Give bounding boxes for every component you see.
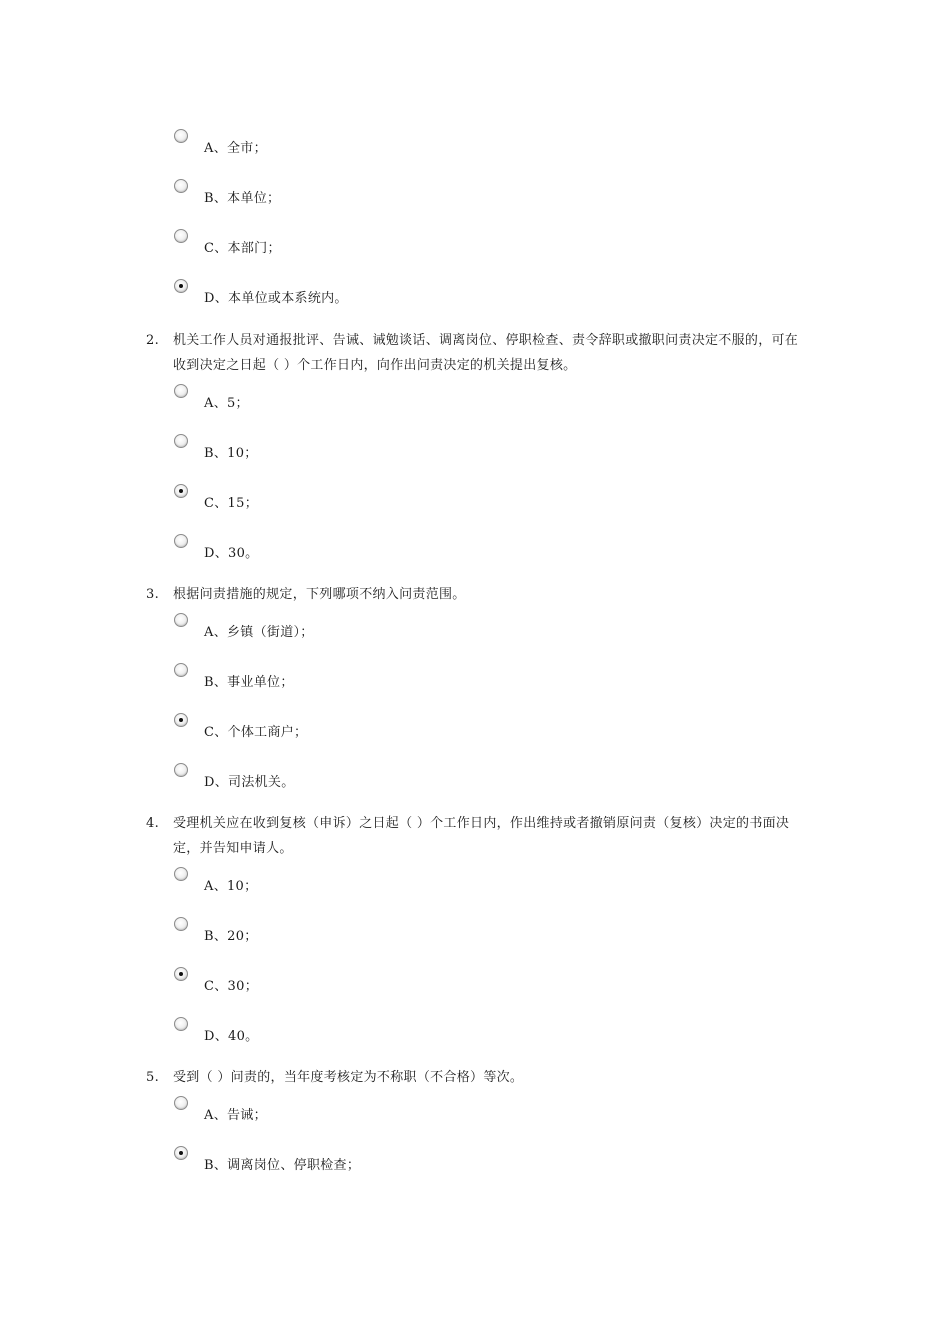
option-2-d[interactable] [173, 534, 806, 584]
question-2 [146, 328, 806, 584]
question-text [146, 582, 806, 607]
option-1-d[interactable] [173, 279, 806, 329]
radio-unchecked-icon[interactable] [174, 179, 188, 193]
option-5-a[interactable] [173, 1096, 806, 1146]
option-label: D、30。 [204, 546, 259, 561]
option-label: A、告诫； [204, 1108, 267, 1123]
option-5-b[interactable] [173, 1146, 806, 1196]
radio-unchecked-icon[interactable] [174, 763, 188, 777]
option-label: D、40。 [204, 1029, 259, 1044]
option-label: A、10； [204, 879, 258, 894]
question-1 [146, 129, 806, 329]
option-1-a[interactable] [173, 129, 806, 179]
option-label: B、20； [204, 929, 258, 944]
option-3-a[interactable] [173, 613, 806, 663]
question-body: 受理机关应在收到复核（申诉）之日起（ ）个工作日内，作出维持或者撤销原问责（复核）决定的书面决定，并告知申请人。 [173, 816, 790, 856]
option-3-c[interactable] [173, 713, 806, 763]
radio-unchecked-icon[interactable] [174, 663, 188, 677]
option-1-c[interactable] [173, 229, 806, 279]
option-label: D、本单位或本系统内。 [204, 291, 348, 306]
option-label: D、司法机关。 [204, 775, 295, 790]
option-label: B、事业单位； [204, 675, 294, 690]
radio-unchecked-icon[interactable] [174, 917, 188, 931]
option-2-b[interactable] [173, 434, 806, 484]
radio-unchecked-icon[interactable] [174, 434, 188, 448]
option-list [173, 1096, 806, 1196]
option-label: A、全市； [204, 141, 267, 156]
option-2-a[interactable] [173, 384, 806, 434]
option-label: C、30； [204, 979, 258, 994]
radio-unchecked-icon[interactable] [174, 867, 188, 881]
question-number: 4. [146, 816, 160, 831]
question-number: 2. [146, 333, 160, 348]
radio-unchecked-icon[interactable] [174, 229, 188, 243]
question-3 [146, 582, 806, 813]
radio-unchecked-icon[interactable] [174, 1096, 188, 1110]
option-list [173, 613, 806, 813]
question-text [146, 328, 806, 378]
radio-unchecked-icon[interactable] [174, 534, 188, 548]
radio-checked-icon[interactable] [174, 967, 188, 981]
option-list [173, 129, 806, 329]
question-text [146, 1065, 806, 1090]
option-label: C、本部门； [204, 241, 281, 256]
option-4-d[interactable] [173, 1017, 806, 1067]
option-label: A、乡镇（街道）； [204, 625, 314, 640]
option-4-b[interactable] [173, 917, 806, 967]
radio-unchecked-icon[interactable] [174, 1017, 188, 1031]
radio-checked-icon[interactable] [174, 279, 188, 293]
question-4 [146, 811, 806, 1067]
option-list [173, 384, 806, 584]
question-body: 根据问责措施的规定，下列哪项不纳入问责范围。 [173, 587, 466, 602]
radio-unchecked-icon[interactable] [174, 129, 188, 143]
radio-checked-icon[interactable] [174, 1146, 188, 1160]
question-5 [146, 1065, 806, 1196]
option-3-d[interactable] [173, 763, 806, 813]
option-3-b[interactable] [173, 663, 806, 713]
radio-unchecked-icon[interactable] [174, 384, 188, 398]
radio-checked-icon[interactable] [174, 713, 188, 727]
option-1-b[interactable] [173, 179, 806, 229]
question-body: 机关工作人员对通报批评、告诫、诫勉谈话、调离岗位、停职检查、责令辞职或撤职问责决定不服的，可在收到决定之日起（ ）个工作日内，向作出问责决定的机关提出复核。 [173, 333, 799, 373]
option-label: A、5； [204, 396, 249, 411]
question-number: 5. [146, 1070, 160, 1085]
option-label: B、10； [204, 446, 258, 461]
option-4-a[interactable] [173, 867, 806, 917]
question-text [146, 811, 806, 861]
option-list [173, 867, 806, 1067]
option-label: C、个体工商户； [204, 725, 308, 740]
option-label: B、本单位； [204, 191, 281, 206]
option-label: C、15； [204, 496, 258, 511]
option-2-c[interactable] [173, 484, 806, 534]
option-4-c[interactable] [173, 967, 806, 1017]
question-body: 受到（ ）问责的，当年度考核定为不称职（不合格）等次。 [173, 1070, 524, 1085]
radio-checked-icon[interactable] [174, 484, 188, 498]
option-label: B、调离岗位、停职检查； [204, 1158, 361, 1173]
question-number: 3. [146, 587, 160, 602]
radio-unchecked-icon[interactable] [174, 613, 188, 627]
